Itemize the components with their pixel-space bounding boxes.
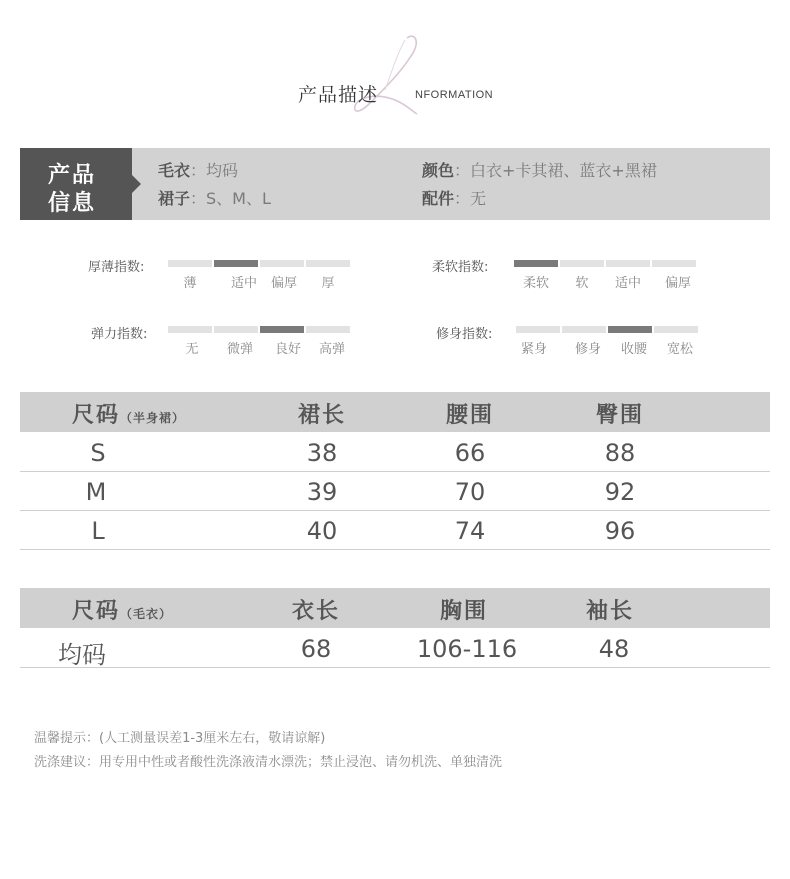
header-size-note: （毛衣） <box>120 607 173 621</box>
table-row <box>20 433 770 472</box>
index-label: 修身指数: <box>436 327 493 342</box>
index-option: 无 <box>185 342 199 357</box>
cell-value: 40 <box>306 517 338 545</box>
product-info-band <box>20 148 770 220</box>
field-sweater <box>158 158 238 181</box>
cell-size: 均码 <box>58 641 106 669</box>
index-label: 柔软指数: <box>432 260 489 275</box>
skirt-table-header <box>20 392 770 432</box>
table-row <box>20 511 770 550</box>
header-hip: 臀围 <box>596 403 645 428</box>
index-bar-segment <box>516 326 560 333</box>
index-option: 宽松 <box>666 342 693 357</box>
field-value: ：S、M、L <box>190 189 271 208</box>
sweater-table-header <box>20 588 770 628</box>
index-bar-segment <box>214 326 258 333</box>
index-bar-segment <box>168 260 212 267</box>
index-label: 厚薄指数: <box>88 260 145 275</box>
cell-value: 38 <box>306 439 338 467</box>
index-bar-segment <box>652 260 696 267</box>
field-skirt <box>158 186 271 209</box>
cell-value: 96 <box>604 517 636 545</box>
index-option: 柔软 <box>522 276 549 291</box>
note-washing: 洗涤建议：用专用中性或者酸性洗涤液清水漂洗；禁止浸泡、请勿机洗、单独清洗 <box>34 755 503 770</box>
header-garment-length: 衣长 <box>292 599 341 624</box>
header-skirt-length: 裙长 <box>298 403 347 428</box>
cell-value: 88 <box>604 439 636 467</box>
product-info-tag <box>20 148 132 220</box>
header-chest: 胸围 <box>440 599 489 624</box>
index-bar-segment <box>260 260 304 267</box>
field-value: ：均码 <box>190 161 239 180</box>
index-option: 适中 <box>614 276 641 291</box>
index-option: 薄 <box>183 276 197 291</box>
index-option: 高弹 <box>318 342 345 357</box>
field-label: 颜色 <box>422 161 455 180</box>
index-option: 良好 <box>274 342 301 357</box>
index-bar-segment <box>306 326 350 333</box>
index-bar-segment-selected <box>260 326 304 333</box>
index-option: 修身 <box>574 342 601 357</box>
index-option: 适中 <box>230 276 257 291</box>
index-option: 收腰 <box>620 342 647 357</box>
index-option: 微弹 <box>226 342 253 357</box>
header-sleeve-length: 袖长 <box>586 599 635 624</box>
cell-value: 48 <box>598 635 630 663</box>
header-size: 尺码（半身裙） <box>72 403 186 428</box>
cell-value: 92 <box>604 478 636 506</box>
cell-size: M <box>85 478 107 506</box>
field-value: ：白衣+卡其裙、蓝衣+黑裙 <box>454 161 657 180</box>
index-option: 偏厚 <box>270 276 297 291</box>
cell-value: 74 <box>454 517 486 545</box>
table-row <box>20 629 770 668</box>
cell-value: 70 <box>454 478 486 506</box>
cell-value: 68 <box>300 635 332 663</box>
index-bar-segment <box>306 260 350 267</box>
field-label: 配件 <box>422 189 455 208</box>
table-row <box>20 472 770 511</box>
index-bar-segment <box>560 260 604 267</box>
field-color <box>422 158 657 181</box>
index-bar-segment <box>606 260 650 267</box>
index-bar-segment <box>562 326 606 333</box>
index-option: 厚 <box>321 276 335 291</box>
field-accessory <box>422 186 486 209</box>
section-header <box>0 30 790 120</box>
field-label: 裙子 <box>158 189 191 208</box>
index-bar-segment <box>168 326 212 333</box>
tag-arrow-icon <box>132 175 141 193</box>
index-bar-segment-selected <box>214 260 258 267</box>
index-option: 偏厚 <box>664 276 691 291</box>
index-option: 软 <box>575 276 589 291</box>
header-size: 尺码（毛衣） <box>72 599 173 624</box>
index-bar-segment <box>654 326 698 333</box>
note-measurement: 温馨提示：(人工测量误差1-3厘米左右，敬请谅解) <box>34 731 326 746</box>
field-value: ：无 <box>454 189 487 208</box>
cell-value: 39 <box>306 478 338 506</box>
cell-value: 106-116 <box>416 635 518 663</box>
header-title-en: NFORMATION <box>415 89 494 101</box>
cell-size: L <box>91 517 105 545</box>
header-size-note: （半身裙） <box>120 411 186 425</box>
index-label: 弹力指数: <box>91 327 148 342</box>
tag-line-1: 产品 <box>48 163 97 188</box>
header-title-cn: 产品描述 <box>298 84 379 106</box>
index-bar-segment-selected <box>514 260 558 267</box>
index-option: 紧身 <box>520 342 547 357</box>
cell-size: S <box>90 439 106 467</box>
field-label: 毛衣 <box>158 161 191 180</box>
tag-line-2: 信息 <box>48 191 97 216</box>
cell-value: 66 <box>454 439 486 467</box>
index-bar-segment-selected <box>608 326 652 333</box>
header-waist: 腰围 <box>446 403 495 428</box>
